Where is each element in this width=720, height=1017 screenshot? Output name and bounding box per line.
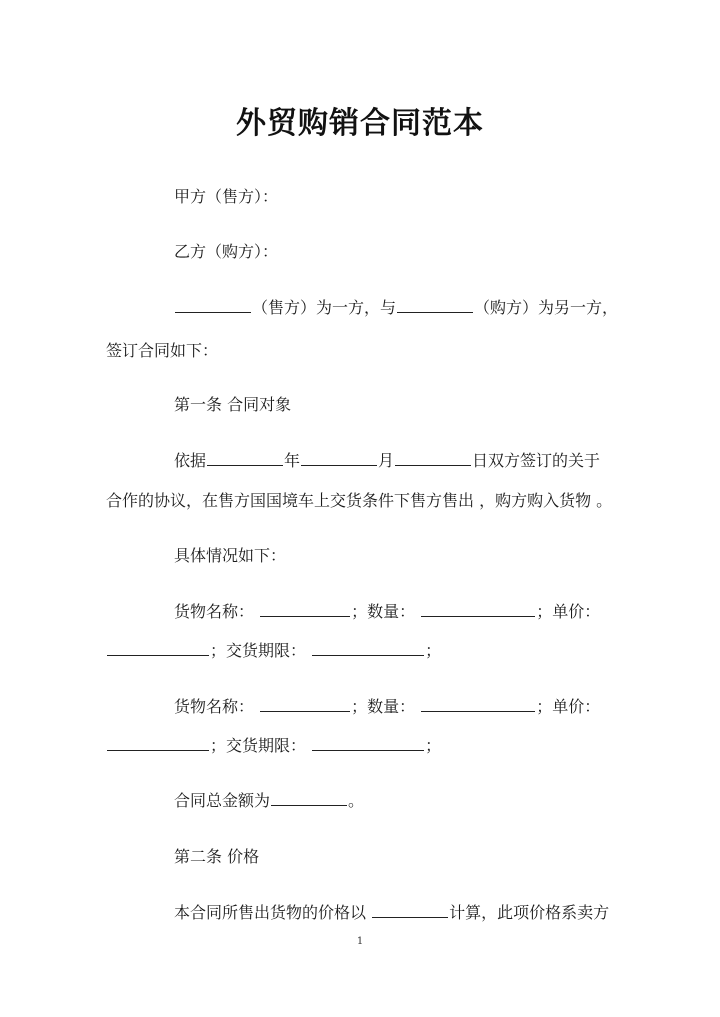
quantity-label: 数量： xyxy=(367,602,416,621)
delivery-term-label: 交货期限： xyxy=(226,641,307,660)
year-label: 年 xyxy=(284,451,301,470)
intro-text-2: （购方）为另一方， xyxy=(474,298,619,317)
goods-name-blank xyxy=(260,602,350,617)
basis-prefix: 依据 xyxy=(174,451,207,470)
separator: ； xyxy=(536,602,553,621)
quantity-label: 数量： xyxy=(367,697,416,716)
unit-price-blank xyxy=(107,736,209,751)
quantity-blank xyxy=(421,602,535,617)
quantity-blank xyxy=(421,697,535,712)
delivery-term-label: 交货期限： xyxy=(226,736,307,755)
month-blank xyxy=(301,451,377,466)
document-title: 外贸购销合同范本 xyxy=(236,106,484,141)
goods-name-label: 货物名称： xyxy=(174,697,255,716)
year-blank xyxy=(207,451,283,466)
separator: ； xyxy=(351,697,368,716)
goods-row-2 xyxy=(174,697,600,717)
details-intro: 具体情况如下： xyxy=(174,546,287,565)
goods-name-blank xyxy=(260,697,350,712)
party-a-label: 甲方（售方）： xyxy=(174,187,279,206)
period: 。 xyxy=(348,791,365,810)
seller-blank xyxy=(175,298,251,313)
month-label: 月 xyxy=(378,451,395,470)
separator: ； xyxy=(210,641,227,660)
separator: ； xyxy=(351,602,368,621)
separator: ； xyxy=(425,641,442,660)
total-amount-blank xyxy=(271,791,347,806)
total-amount-line xyxy=(174,791,364,811)
unit-price-blank xyxy=(107,641,209,656)
price-basis-suffix: 计算，此项价格系卖方 xyxy=(449,903,610,922)
total-amount-label: 合同总金额为 xyxy=(174,791,271,810)
party-b-label: 乙方（购方）： xyxy=(174,242,279,261)
separator: ； xyxy=(210,736,227,755)
price-basis-blank xyxy=(372,903,448,918)
article-1-basis-continuation: 合作的协议，在售方国国境车上交货条件下售方售出 ，购方购入货物 。 xyxy=(106,491,613,510)
article-2-heading: 第二条 价格 xyxy=(174,847,260,866)
delivery-term-blank xyxy=(312,736,424,751)
goods-row-1 xyxy=(174,602,600,622)
unit-price-label: 单价： xyxy=(552,602,601,621)
buyer-blank xyxy=(397,298,473,313)
intro-continuation: 签订合同如下： xyxy=(106,341,219,360)
intro-text-1: （售方）为一方，与 xyxy=(252,298,397,317)
day-suffix: 日双方签订的关于 xyxy=(472,451,601,470)
article-2-text xyxy=(174,903,609,923)
delivery-term-blank xyxy=(312,641,424,656)
goods-row-1-continuation xyxy=(106,641,441,661)
unit-price-label: 单价： xyxy=(552,697,601,716)
separator: ； xyxy=(425,736,442,755)
intro-line xyxy=(174,298,618,318)
separator: ； xyxy=(536,697,553,716)
article-1-basis xyxy=(174,451,600,471)
goods-name-label: 货物名称： xyxy=(174,602,255,621)
page-number: 1 xyxy=(356,936,364,947)
goods-row-2-continuation xyxy=(106,736,441,756)
article-1-heading: 第一条 合同对象 xyxy=(174,395,292,414)
day-blank xyxy=(395,451,471,466)
price-basis-prefix: 本合同所售出货物的价格以 xyxy=(174,903,372,922)
